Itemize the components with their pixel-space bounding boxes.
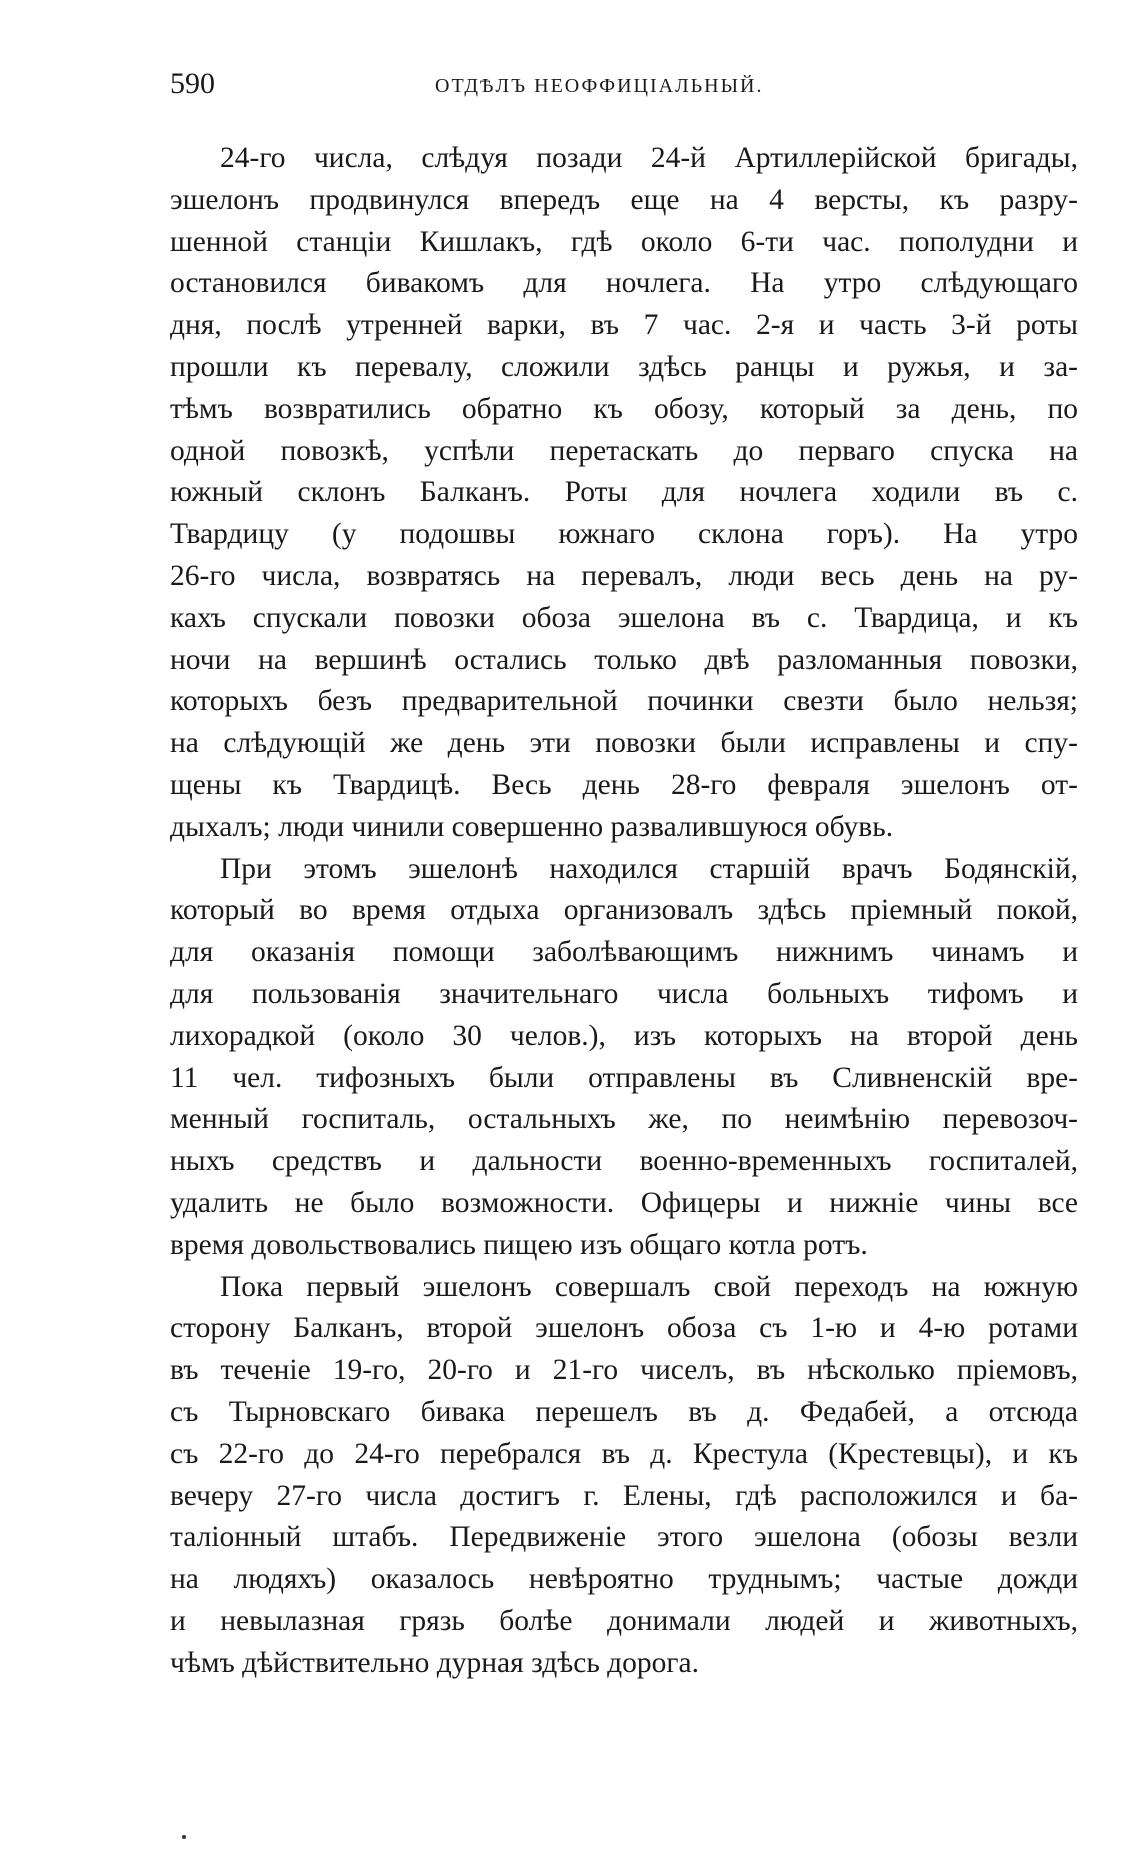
text-line: вечеру 27-го числа достигъ г. Елены, гдѣ расположился и ба- — [170, 1479, 1078, 1512]
text-line: 11 чел. тифозныхъ были отправлены въ Сливненскій вре- — [170, 1061, 1078, 1094]
text-line: ночи на вершинѣ остались только двѣ разломанныя повозки, — [170, 643, 1078, 676]
text-line: на людяхъ) оказалось невѣроятно труднымъ; частые дожди — [170, 1563, 1078, 1596]
text-line: 26-го числа, возвратясь на перевалъ, люди весь день на ру- — [170, 559, 1078, 592]
text-line: щены къ Твардицѣ. Весь день 28-го февраля эшелонъ от- — [170, 768, 1078, 801]
print-speck — [182, 1835, 186, 1839]
text-line: и невылазная грязь болѣе донимали людей и животныхъ, — [170, 1604, 1078, 1637]
running-head: ОТДѢЛЪ НЕОФФИЦІАЛЬНЫЙ. — [435, 75, 764, 97]
text-line: Пока первый эшелонъ совершалъ свой переходъ на южную — [220, 1270, 1078, 1303]
text-line: который во время отдыха организовалъ здѣсь пріемный покой, — [170, 894, 1078, 927]
page-header — [170, 62, 1080, 106]
text-line: Твардицу (у подошвы южнаго склона горъ). На утро — [170, 518, 1078, 551]
text-line: южный склонъ Балканъ. Роты для ночлега ходили въ с. — [170, 476, 1078, 509]
text-line: одной повозкѣ, успѣли перетаскать до перваго спуска на — [170, 434, 1078, 467]
text-line: лихорадкой (около 30 челов.), изъ которыхъ на второй день — [170, 1019, 1078, 1052]
paragraph-1 — [170, 138, 1078, 849]
text-line: менный госпиталь, остальныхъ же, по неимѣнію перевозоч- — [170, 1103, 1078, 1136]
text-line: таліонный штабъ. Передвиженіе этого эшелона (обозы везли — [170, 1521, 1078, 1554]
text-line: съ 22-го до 24-го перебрался въ д. Крестула (Крестевцы), и къ — [170, 1437, 1078, 1470]
text-line: для оказанія помощи заболѣвающимъ нижнимъ чинамъ и — [170, 936, 1078, 969]
text-line: При этомъ эшелонѣ находился старшій врачъ Бодянскій, — [220, 852, 1078, 885]
text-line: тѣмъ возвратились обратно къ обозу, который за день, по — [170, 392, 1078, 425]
paragraph-3 — [170, 1267, 1078, 1685]
text-line: время довольствовались пищею изъ общаго котла ротъ. — [170, 1228, 868, 1261]
text-line: на слѣдующій же день эти повозки были исправлены и спу- — [170, 727, 1078, 760]
text-line: которыхъ безъ предварительной починки свезти было нельзя; — [170, 685, 1078, 718]
text-line: прошли къ перевалу, сложили здѣсь ранцы и ружья, и за- — [170, 350, 1078, 383]
text-line: въ теченіе 19-го, 20-го и 21-го чиселъ, въ нѣсколько пріемовъ, — [170, 1354, 1078, 1387]
paragraph-2 — [170, 849, 1078, 1267]
text-line: для пользованія значительнаго числа больныхъ тифомъ и — [170, 977, 1078, 1010]
text-line: шенной станціи Кишлакъ, гдѣ около 6-ти час. пополудни и — [170, 225, 1078, 258]
text-line: остановился бивакомъ для ночлега. На утро слѣдующаго — [170, 267, 1078, 300]
text-line: ныхъ средствъ и дальности военно-временныхъ госпиталей, — [170, 1145, 1078, 1178]
text-line: съ Тырновскаго бивака перешелъ въ д. Федабей, а отсюда — [170, 1395, 1078, 1428]
text-line: сторону Балканъ, второй эшелонъ обоза съ 1-ю и 4-ю ротами — [170, 1312, 1078, 1345]
body-text — [170, 138, 1078, 1684]
page-number: 590 — [170, 67, 215, 100]
text-line: 24-го числа, слѣдуя позади 24-й Артиллерійской бригады, — [220, 142, 1078, 174]
text-line: кахъ спускали повозки обоза эшелона въ с. Твардица, и къ — [170, 601, 1078, 634]
text-line: эшелонъ продвинулся впередъ еще на 4 версты, къ разру- — [170, 183, 1078, 216]
text-line: чѣмъ дѣйствительно дурная здѣсь дорога. — [170, 1646, 699, 1679]
text-line: дня, послѣ утренней варки, въ 7 час. 2-я и часть 3-й роты — [170, 309, 1078, 342]
text-line: дыхалъ; люди чинили совершенно развалившуюся обувь. — [170, 810, 894, 843]
text-line: удалить не было возможности. Офицеры и нижніе чины все — [170, 1186, 1078, 1219]
